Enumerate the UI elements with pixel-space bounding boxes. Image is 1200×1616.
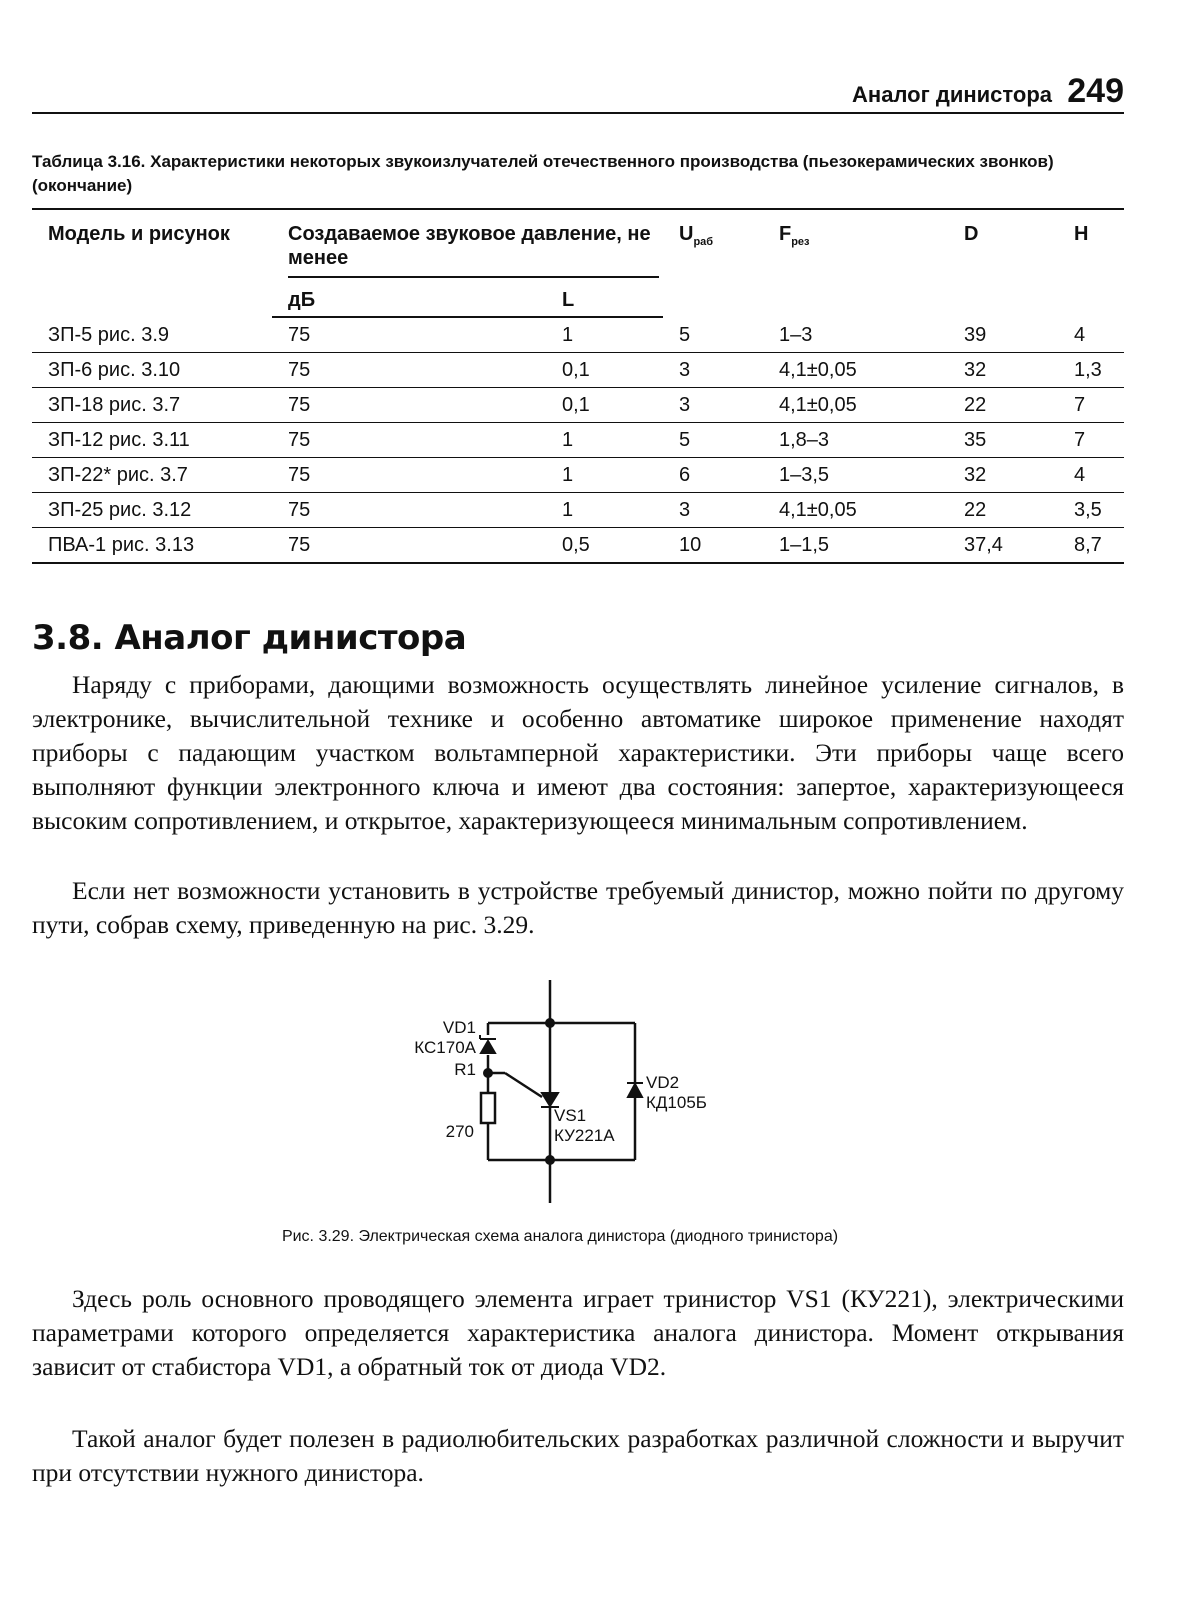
figure-caption: Рис. 3.29. Электрическая схема аналога динистора (диодного тринистора)	[281, 1228, 839, 1245]
label-vd1: VD1	[442, 1018, 476, 1037]
cell-h: 1,3	[1058, 353, 1124, 388]
cell-db: 75	[272, 458, 412, 493]
running-header-title: Аналог динистора	[852, 82, 1052, 107]
table-row	[32, 353, 1124, 388]
cell-l: 0,1	[412, 353, 663, 388]
header-u-subscript: раб	[693, 236, 714, 248]
cell-d: 35	[948, 423, 1058, 458]
cell-model: ЗП-6 рис. 3.10	[32, 353, 272, 388]
header-f-subscript: рез	[791, 236, 810, 248]
cell-f: 1–3,5	[763, 458, 948, 493]
cell-u: 3	[663, 388, 763, 423]
cell-f: 1–3	[763, 317, 948, 353]
header-pressure	[272, 209, 663, 282]
diode-vd1-triangle	[481, 1041, 495, 1053]
cell-h: 7	[1058, 423, 1124, 458]
diode-vd2-triangle	[628, 1084, 642, 1097]
cell-db: 75	[272, 353, 412, 388]
junction-top	[546, 1019, 554, 1027]
cell-u: 5	[663, 423, 763, 458]
cell-model: ЗП-18 рис. 3.7	[32, 388, 272, 423]
label-vs1-type: КУ221А	[554, 1126, 615, 1145]
circuit-diagram	[380, 975, 760, 1210]
table-body	[32, 317, 1124, 563]
cell-model: ЗП-22* рис. 3.7	[32, 458, 272, 493]
label-r1: R1	[454, 1060, 476, 1079]
section-title: 3.8. Аналог динистора	[32, 618, 467, 658]
thyristor-vs1-triangle	[542, 1093, 558, 1106]
cell-l: 1	[412, 493, 663, 528]
cell-f: 4,1±0,05	[763, 353, 948, 388]
paragraph-3: Здесь роль основного проводящего элемента играет тринистор VS1 (КУ221), электрическими параметрами которого определяется характеристика аналога динистора. Момент открывания зависит от стабистора VD1, а обратный ток от диода VD2.	[32, 1284, 1124, 1381]
cell-f: 4,1±0,05	[763, 388, 948, 423]
cell-l: 1	[412, 317, 663, 353]
cell-h: 3,5	[1058, 493, 1124, 528]
table-row	[32, 528, 1124, 564]
label-r1-value: 270	[445, 1122, 474, 1141]
cell-h: 7	[1058, 388, 1124, 423]
cell-db: 75	[272, 423, 412, 458]
table-row	[32, 317, 1124, 353]
label-vd2: VD2	[646, 1073, 680, 1092]
resistor-r1-body	[481, 1093, 495, 1123]
cell-u: 10	[678, 534, 702, 556]
cell-d: 37,4	[963, 534, 1003, 556]
paragraph-2: Если нет возможности установить в устройстве требуемый динистор, можно пойти по другому пути, собрав схему, приведенную на рис. 3.29.	[32, 876, 1124, 939]
cell-h: 8,7	[1073, 534, 1102, 556]
table-row	[32, 493, 1124, 528]
junction-gate	[484, 1069, 492, 1077]
cell-f: 4,1±0,05	[763, 493, 948, 528]
cell-l: 0,1	[412, 388, 663, 423]
cell-db: 75	[288, 534, 311, 556]
cell-model: ЗП-25 рис. 3.12	[32, 493, 272, 528]
paragraph-1: Наряду с приборами, дающими возможность осуществлять линейное усиление сигналов, в электронике, вычислительной технике и особенно автоматике широкое применение находят приборы с падающим участком вольтамперной характеристики. Эти приборы чаще всего выполняют функции электронного ключа и имеют два состояния: запертое, характеризующееся высоким сопротивлением, и открытое, характеризующееся минимальным сопротивлением.	[32, 670, 1124, 835]
table-row	[32, 423, 1124, 458]
label-vd1-type: КС170А	[414, 1038, 476, 1057]
header-model: Модель и рисунок	[48, 223, 230, 245]
header-u	[663, 209, 763, 317]
cell-d: 22	[948, 388, 1058, 423]
cell-u: 5	[663, 317, 763, 353]
header-l: L	[412, 282, 663, 317]
cell-d: 22	[948, 493, 1058, 528]
cell-model: ЗП-12 рис. 3.11	[32, 423, 272, 458]
cell-l: 1	[412, 423, 663, 458]
cell-db: 75	[272, 388, 412, 423]
table-row	[32, 458, 1124, 493]
cell-f: 1,8–3	[763, 423, 948, 458]
header-f	[763, 209, 948, 317]
cell-u: 6	[663, 458, 763, 493]
paragraph-4: Такой аналог будет полезен в радиолюбительских разработках различной сложности и выручит при отсутствии нужного динистора.	[32, 1424, 1124, 1487]
cell-model: ЗП-5 рис. 3.9	[32, 317, 272, 353]
characteristics-table	[32, 208, 1124, 564]
cell-model: ПВА-1 рис. 3.13	[48, 534, 195, 556]
cell-d: 32	[948, 353, 1058, 388]
cell-db: 75	[272, 493, 412, 528]
header-db: дБ	[272, 282, 412, 317]
table-header-row	[32, 209, 1124, 282]
table-row	[32, 388, 1124, 423]
header-h: H	[1073, 223, 1089, 245]
page-number: 249	[1067, 72, 1124, 110]
cell-l: 0,5	[562, 534, 590, 556]
header-f-letter: F	[778, 223, 792, 245]
cell-h: 4	[1058, 317, 1124, 353]
cell-f: 1–1,5	[778, 534, 830, 556]
cell-l: 1	[412, 458, 663, 493]
junction-bottom	[546, 1156, 554, 1164]
cell-d: 32	[948, 458, 1058, 493]
cell-u: 3	[663, 493, 763, 528]
running-header	[32, 66, 1124, 114]
cell-u: 3	[663, 353, 763, 388]
table-caption: Таблица 3.16. Характеристики некоторых звукоизлучателей отечественного производства (пьезокерамических звонков) (окончание)	[32, 152, 1054, 195]
wire-gate-2	[505, 1073, 542, 1097]
cell-d: 39	[948, 317, 1058, 353]
header-d: D	[963, 223, 979, 245]
label-vd2-type: КД105Б	[646, 1093, 707, 1112]
header-u-letter: U	[678, 223, 694, 245]
label-vs1: VS1	[554, 1106, 587, 1125]
header-pressure-text: Создаваемое звуковое давление, не менее	[288, 222, 659, 278]
cell-h: 4	[1058, 458, 1124, 493]
cell-db: 75	[272, 317, 412, 353]
